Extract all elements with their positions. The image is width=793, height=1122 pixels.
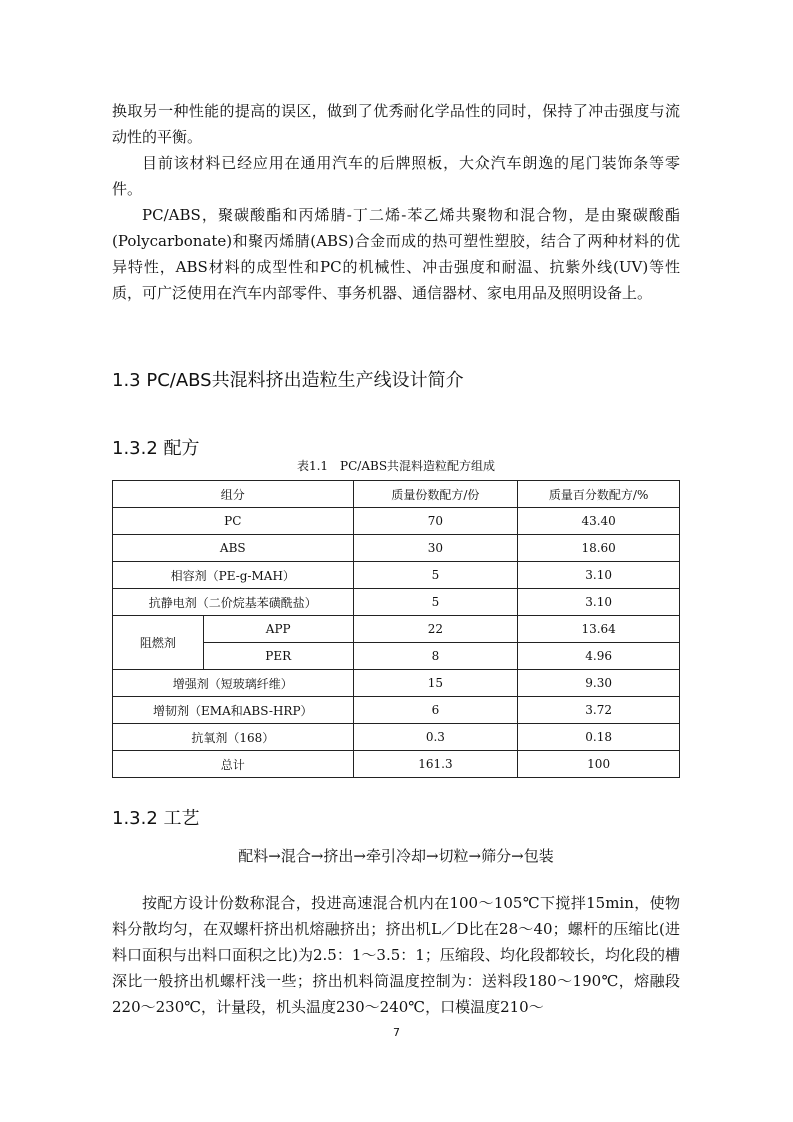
cell-total-parts: 161.3 bbox=[353, 751, 518, 778]
table-row bbox=[113, 508, 680, 535]
cell-component: ABS bbox=[113, 535, 354, 562]
cell-parts: 15 bbox=[353, 670, 518, 697]
cell-parts: 70 bbox=[353, 508, 518, 535]
cell-component: 抗氧剂（168） bbox=[113, 724, 354, 751]
cell-percent: 3.10 bbox=[518, 589, 680, 616]
cell-percent: 9.30 bbox=[518, 670, 680, 697]
cell-flame-retardant-group: 阻燃剂 bbox=[113, 616, 204, 670]
cell-percent: 18.60 bbox=[518, 535, 680, 562]
table-total-row bbox=[113, 751, 680, 778]
section-heading-formula: 1.3.2 配方 bbox=[112, 438, 200, 459]
cell-component: 增韧剂（EMA和ABS-HRP） bbox=[113, 697, 354, 724]
cell-component: 相容剂（PE-g-MAH） bbox=[113, 562, 354, 589]
formula-table bbox=[112, 480, 680, 778]
cell-percent: 43.40 bbox=[518, 508, 680, 535]
cell-component: PC bbox=[113, 508, 354, 535]
table-row bbox=[113, 589, 680, 616]
table-row bbox=[113, 670, 680, 697]
cell-percent: 3.10 bbox=[518, 562, 680, 589]
table-row bbox=[113, 697, 680, 724]
table-row bbox=[113, 562, 680, 589]
section-heading-process: 1.3.2 工艺 bbox=[112, 808, 200, 829]
cell-parts: 22 bbox=[353, 616, 518, 643]
header-component: 组分 bbox=[113, 481, 354, 508]
cell-parts: 5 bbox=[353, 562, 518, 589]
cell-percent: 4.96 bbox=[518, 643, 680, 670]
cell-parts: 30 bbox=[353, 535, 518, 562]
paragraph-continuation: 换取另一种性能的提高的误区，做到了优秀耐化学品性的同时，保持了冲击强度与流动性的平衡。 bbox=[112, 102, 680, 146]
cell-percent: 13.64 bbox=[518, 616, 680, 643]
paragraph-process: 按配方设计份数称混合，投进高速混合机内在100～105℃下搅拌15min，使物料分散均匀，在双螺杆挤出机熔融挤出；挤出机L／D比在28～40；螺杆的压缩比(进料口面积与出料口面积之比)为2.5：1～3.5：1；压缩段、均化段都较长，均化段的槽深比一般挤出机螺杆浅一些；挤出机料筒温度控制为：送料段180～190℃，熔融段220～230℃，计量段，机头温度230～240℃，口模温度210～ bbox=[112, 894, 680, 1016]
cell-component: APP bbox=[203, 616, 353, 643]
cell-parts: 0.3 bbox=[353, 724, 518, 751]
cell-parts: 5 bbox=[353, 589, 518, 616]
header-parts: 质量份数配方/份 bbox=[353, 481, 518, 508]
cell-total-label: 总计 bbox=[113, 751, 354, 778]
cell-percent: 0.18 bbox=[518, 724, 680, 751]
cell-parts: 8 bbox=[353, 643, 518, 670]
process-flow: 配料→混合→挤出→牵引冷却→切粒→筛分→包装 bbox=[238, 847, 554, 865]
header-percent: 质量百分数配方/% bbox=[518, 481, 680, 508]
cell-total-percent: 100 bbox=[518, 751, 680, 778]
table-row bbox=[113, 724, 680, 751]
table-caption: 表1.1 PC/ABS共混料造粒配方组成 bbox=[296, 459, 496, 473]
cell-component: PER bbox=[203, 643, 353, 670]
paragraph-application: 目前该材料已经应用在通用汽车的后牌照板，大众汽车朗逸的尾门装饰条等零件。 bbox=[112, 154, 680, 198]
cell-parts: 6 bbox=[353, 697, 518, 724]
paragraph-pcabs-intro: PC/ABS，聚碳酸酯和丙烯腈-丁二烯-苯乙烯共聚物和混合物，是由聚碳酸酯(Polycarbonate)和聚丙烯腈(ABS)合金而成的热可塑性塑胶，结合了两种材料的优异特性，ABS材料的成型性和PC的机械性、冲击强度和耐温、抗紫外线(UV)等性质，可广泛使用在汽车内部零件、事务机器、通信器材、家电用品及照明设备上。 bbox=[112, 206, 680, 302]
page-number: 7 bbox=[393, 1026, 400, 1039]
table-header-row bbox=[113, 481, 680, 508]
table-row bbox=[113, 616, 680, 643]
cell-percent: 3.72 bbox=[518, 697, 680, 724]
cell-component: 增强剂（短玻璃纤维） bbox=[113, 670, 354, 697]
cell-component: 抗静电剂（二价烷基苯磺酰盐） bbox=[113, 589, 354, 616]
section-heading-1-3: 1.3 PC/ABS共混料挤出造粒生产线设计简介 bbox=[112, 370, 464, 391]
table-row bbox=[113, 535, 680, 562]
